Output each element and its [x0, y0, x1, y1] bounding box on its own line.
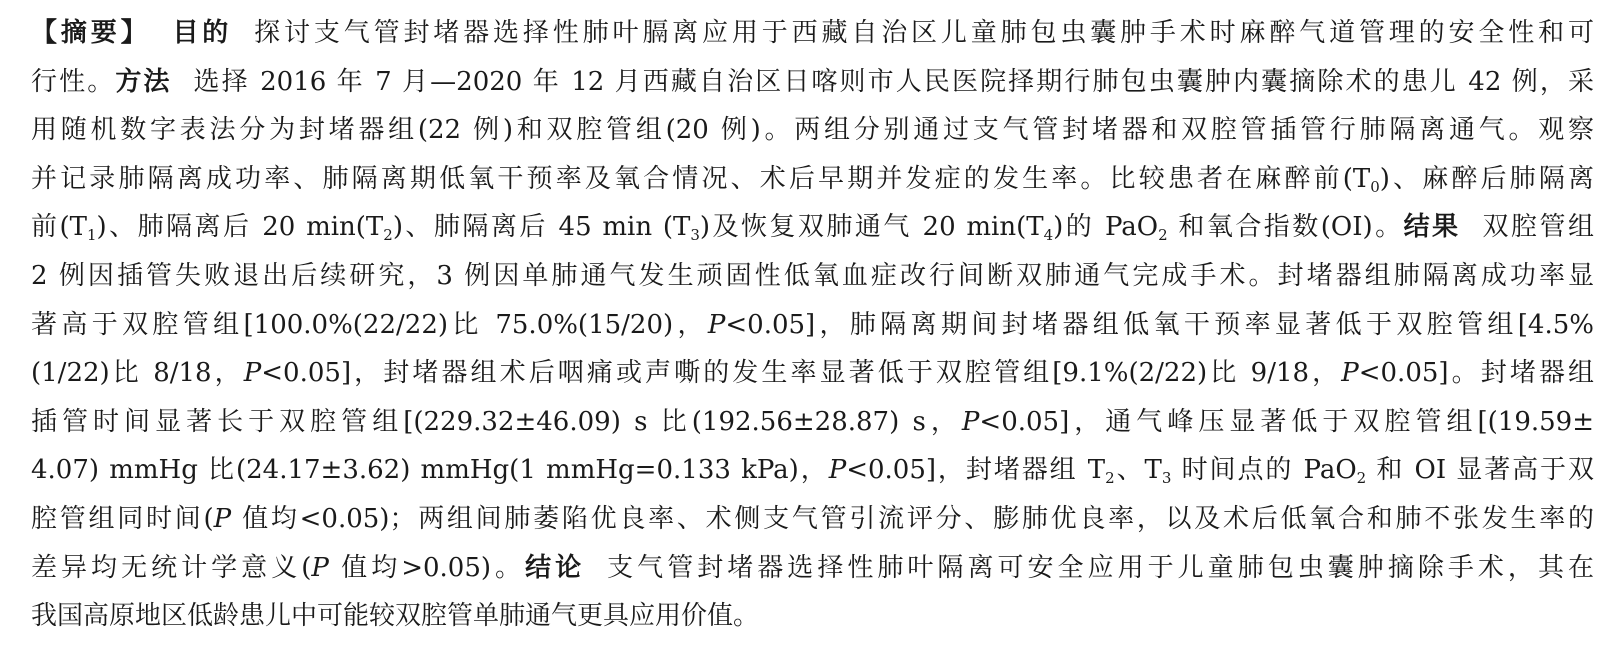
- abstract-text: <0.05]，封堵器组 T: [846, 455, 1106, 486]
- label-objective: 目的: [172, 18, 233, 48]
- abstract-text: 探讨支气管封堵器选择性肺叶膈离应用于西藏自治区儿童肺包虫囊肿手术时麻醉气道管理的安全性和可: [254, 18, 1594, 48]
- abstract-text: <0.05]。封堵器组: [1358, 358, 1594, 389]
- abstract-text: )的 PaO: [1053, 212, 1159, 243]
- abstract-text: 支气管封堵器选择性肺叶隔离可安全应用于儿童肺包虫囊肿摘除手术，其在: [607, 552, 1594, 583]
- subscript: 4: [1043, 226, 1054, 245]
- abstract-line-1: [31, 9, 1594, 58]
- abstract-line-12: [31, 544, 1594, 593]
- subscript: 2: [1356, 469, 1367, 488]
- abstract-line-7: [31, 301, 1594, 350]
- abstract-text: 并记录肺隔离成功率、肺隔离期低氧干预率及氧合情况、术后早期并发症的发生率。比较患者在麻醉前(T: [31, 163, 1371, 194]
- p-value-symbol: P: [961, 406, 980, 437]
- abstract-text: 著高于双腔管组[100.0%(22/22)比 75.0%(15/20)，: [31, 309, 708, 340]
- abstract-text: 4.07) mmHg 比(24.17±3.62) mmHg(1 mmHg=0.133 kPa)，: [31, 455, 829, 486]
- abstract-line-5: [31, 203, 1594, 252]
- abstract-text: 时间点的 PaO: [1171, 455, 1357, 486]
- p-value-symbol: P: [828, 455, 847, 486]
- label-conclusion: 结论: [525, 552, 586, 583]
- abstract-line-2: [31, 58, 1594, 107]
- abstract-text: 插管时间显著长于双腔管组[(229.32±46.09) s 比(192.56±28.87) s，: [31, 406, 962, 437]
- subscript: 2: [383, 226, 393, 245]
- abstract-text: 用随机数字表法分为封堵器组(22 例)和双腔管组(20 例)。两组分别通过支气管封堵器和双腔管插管行肺隔离通气。观察: [31, 115, 1594, 146]
- subscript: 2: [1158, 226, 1168, 245]
- abstract-text: )、肺隔离后 20 min(T: [96, 212, 384, 243]
- abstract-text: )、肺隔离后 45 min (T: [392, 212, 691, 243]
- abstract-text: 前(T: [31, 212, 87, 243]
- abstract-text: 值均<0.05)；两组间肺萎陷优良率、术侧支气管引流评分、膨肺优良率，以及术后低氧合和肺不张发生率的: [231, 503, 1594, 534]
- abstract-text: 和 OI 显著高于双: [1366, 455, 1594, 486]
- abstract-text: (1/22)比 8/18，: [31, 358, 244, 389]
- abstract-text: <0.05]，通气峰压显著低于双腔管组[(19.59±: [979, 406, 1594, 437]
- subscript: 0: [1370, 177, 1380, 196]
- subscript: 1: [86, 226, 97, 245]
- abstract-line-9: [31, 398, 1594, 447]
- abstract-text: 选择 2016 年 7 月—2020 年 12 月西藏自治区日喀则市人民医院择期行肺包虫囊肿内囊摘除术的患儿 42 例，采: [193, 66, 1594, 97]
- abstract-text: 行性。: [31, 66, 116, 97]
- abstract-text: <0.05]，肺隔离期间封堵器组低氧干预率显著低于双腔管组[4.5%: [725, 309, 1594, 340]
- abstract-heading: 【摘要】: [31, 18, 151, 48]
- p-value-symbol: P: [707, 309, 726, 340]
- abstract-text: 、T: [1114, 455, 1162, 486]
- abstract-line-3: [31, 106, 1594, 155]
- subscript: 3: [690, 226, 700, 245]
- abstract-text: 我国高原地区低龄患儿中可能较双腔管单肺通气更具应用价值。: [31, 601, 760, 632]
- abstract-text: 2 例因插管失败退出后续研究，3 例因单肺通气发生顽固性低氧血症改行间断双肺通气完成手术。封堵器组肺隔离成功率显: [31, 260, 1594, 291]
- abstract-text: )及恢复双肺通气 20 min(T: [699, 212, 1044, 243]
- label-results: 结果: [1403, 212, 1461, 243]
- p-value-symbol: P: [243, 358, 262, 389]
- abstract-line-10: [31, 446, 1594, 495]
- abstract-text: 双腔管组: [1482, 212, 1594, 243]
- p-value-symbol: P: [1341, 358, 1359, 389]
- abstract-text: 值均>0.05)。: [328, 552, 526, 583]
- abstract-text: <0.05]，封堵器组术后咽痛或声嘶的发生率显著低于双腔管组[9.1%(2/22)比 9/18，: [261, 358, 1342, 389]
- abstract-text: 和氧合指数(OI)。: [1167, 212, 1404, 243]
- abstract-line-4: [31, 155, 1594, 204]
- abstract-text: )、麻醉后肺隔离: [1379, 163, 1594, 194]
- abstract-line-8: [31, 349, 1594, 398]
- abstract-line-13: [31, 592, 1594, 641]
- p-value-symbol: P: [213, 503, 232, 534]
- abstract-text: 腔管组同时间(: [31, 503, 214, 534]
- abstract-line-6: [31, 252, 1594, 301]
- label-methods: 方法: [115, 66, 172, 97]
- p-value-symbol: P: [311, 552, 329, 583]
- abstract-text: 差异均无统计学意义(: [31, 552, 312, 583]
- abstract-line-11: [31, 495, 1594, 544]
- subscript: 2: [1105, 469, 1115, 488]
- subscript: 3: [1161, 469, 1172, 488]
